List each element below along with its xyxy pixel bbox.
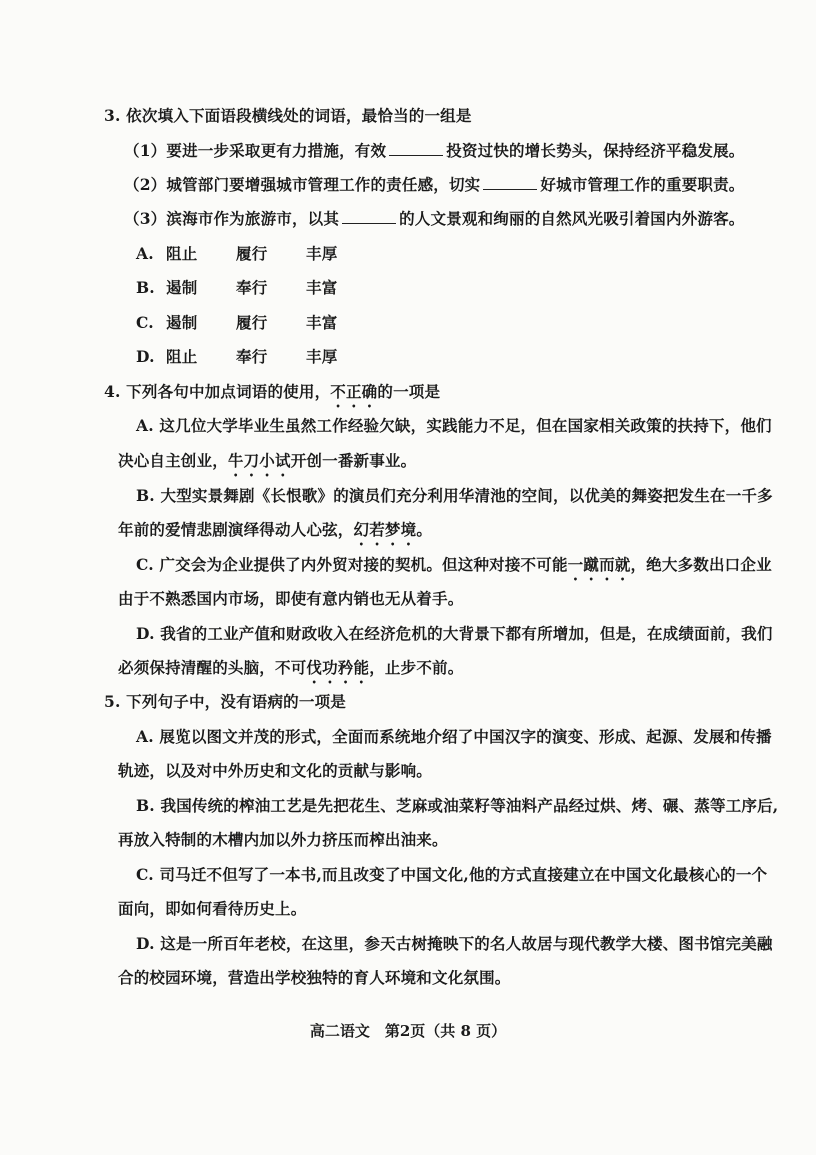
option-label: D. xyxy=(136,347,155,366)
option-word-3: 丰厚 xyxy=(306,347,338,366)
q3-s3-part-a: （3）滨海市作为旅游市，以其 xyxy=(124,209,340,228)
q5-option-d-line-1: D. 这是一所百年老校，在这里，参天古树掩映下的名人故居与现代教学大楼、图书馆完美融 xyxy=(136,934,773,953)
q5-option-a-line-2: 轨迹，以及对中外历史和文化的贡献与影响。 xyxy=(118,761,433,780)
q4-b-part-a: 年前的爱情悲剧演绎得动人心弦， xyxy=(118,520,354,539)
option-word-3: 丰富 xyxy=(306,278,338,297)
q5-stem: 5. 下列句子中，没有语病的一项是 xyxy=(104,692,346,711)
q3-s2-part-b: 好城市管理工作的重要职责。 xyxy=(540,175,745,194)
q4-stem-part-b: 的一项是 xyxy=(377,382,441,401)
q3-sentence-3 xyxy=(124,209,745,229)
q4-d-part-a: 必须保持清醒的头脑，不可 xyxy=(118,658,307,677)
page-footer: 高二语文 第2页（共 8 页） xyxy=(309,1022,507,1040)
q4-option-c-line-2: 由于不熟悉国内市场，即使有意内销也无从着手。 xyxy=(118,589,464,608)
q4-d-emphasis: 伐功矜能 xyxy=(306,658,370,677)
q4-b-part-b: 。 xyxy=(416,520,433,539)
q3-sentence-1 xyxy=(124,141,745,161)
q4-option-d-line-2 xyxy=(118,658,463,687)
q3-option-b xyxy=(136,278,337,298)
q4-stem xyxy=(104,382,440,411)
q5-option-c-line-1: C. 司马迁不但写了一本书,而且改变了中国文化,他的方式直接建立在中国文化最核心的一个 xyxy=(136,865,768,884)
q4-a-part-a: 决心自主创业， xyxy=(118,451,228,470)
q4-c-part-b: ，绝大多数出口企业 xyxy=(630,555,772,574)
q4-d-part-b: ，止步不前。 xyxy=(369,658,464,677)
q4-stem-emphasis: 不正确 xyxy=(330,382,378,401)
option-label: A. xyxy=(136,244,154,263)
q3-option-d xyxy=(136,347,337,367)
q4-c-emphasis: 一蹴而就 xyxy=(567,555,631,574)
q3-s1-part-a: （1）要进一步采取更有力措施，有效 xyxy=(124,141,387,160)
option-word-3: 丰厚 xyxy=(306,244,338,263)
q5-option-d-line-2: 合的校园环境，营造出学校独特的育人环境和文化氛围。 xyxy=(118,968,511,987)
blank-line xyxy=(342,209,396,224)
option-word-1: 遏制 xyxy=(166,313,198,332)
option-word-2: 履行 xyxy=(236,313,268,332)
q4-option-b-line-2 xyxy=(118,520,432,549)
option-word-2: 奉行 xyxy=(236,347,268,366)
option-label: C. xyxy=(136,313,154,332)
q5-option-b-line-2: 再放入特制的木槽内加以外力挤压而榨出油来。 xyxy=(118,830,448,849)
q5-option-b-line-1: B. 我国传统的榨油工艺是先把花生、芝麻或油菜籽等油料产品经过烘、烤、碾、蒸等工序后, xyxy=(136,796,779,815)
q4-c-part-a: C. 广交会为企业提供了内外贸对接的契机。但这种对接不可能 xyxy=(136,555,568,574)
option-word-1: 阻止 xyxy=(166,244,198,263)
option-label: B. xyxy=(136,278,155,297)
blank-line xyxy=(389,141,443,156)
q4-a-emphasis: 牛刀小试 xyxy=(227,451,291,470)
option-word-1: 阻止 xyxy=(166,347,198,366)
blank-line xyxy=(483,175,537,190)
q5-option-c-line-2: 面向，即如何看待历史上。 xyxy=(118,899,307,918)
option-word-3: 丰富 xyxy=(306,313,338,332)
option-word-1: 遏制 xyxy=(166,278,198,297)
q3-sentence-2 xyxy=(124,175,745,195)
q4-option-b-line-1: B. 大型实景舞剧《长恨歌》的演员们充分利用华清池的空间，以优美的舞姿把发生在一千多 xyxy=(136,486,773,505)
q3-option-a xyxy=(136,244,337,264)
q3-option-c xyxy=(136,313,337,333)
q4-b-emphasis: 幻若梦境 xyxy=(353,520,417,539)
q4-option-a-line-1: A. 这几位大学毕业生虽然工作经验欠缺，实践能力不足，但在国家相关政策的扶持下，他们 xyxy=(136,416,772,435)
q3-s1-part-b: 投资过快的增长势头，保持经济平稳发展。 xyxy=(446,141,745,160)
q4-option-d-line-1: D. 我省的工业产值和财政收入在经济危机的大背景下都有所增加，但是，在成绩面前，我们 xyxy=(136,624,773,643)
q4-a-part-b: 开创一番新事业。 xyxy=(290,451,417,470)
q3-s3-part-b: 的人文景观和绚丽的自然风光吸引着国内外游客。 xyxy=(399,209,745,228)
q3-s2-part-a: （2）城管部门要增强城市管理工作的责任感，切实 xyxy=(124,175,481,194)
option-word-2: 奉行 xyxy=(236,278,268,297)
q5-option-a-line-1: A. 展览以图文并茂的形式，全面而系统地介绍了中国汉字的演变、形成、起源、发展和传播 xyxy=(136,727,772,746)
q4-option-a-line-2 xyxy=(118,451,416,480)
q4-stem-part-a: 4. 下列各句中加点词语的使用， xyxy=(104,382,331,401)
option-word-2: 履行 xyxy=(236,244,268,263)
q3-stem: 3. 依次填入下面语段横线处的词语，最恰当的一组是 xyxy=(104,106,472,125)
q4-option-c-line-1 xyxy=(136,555,772,584)
